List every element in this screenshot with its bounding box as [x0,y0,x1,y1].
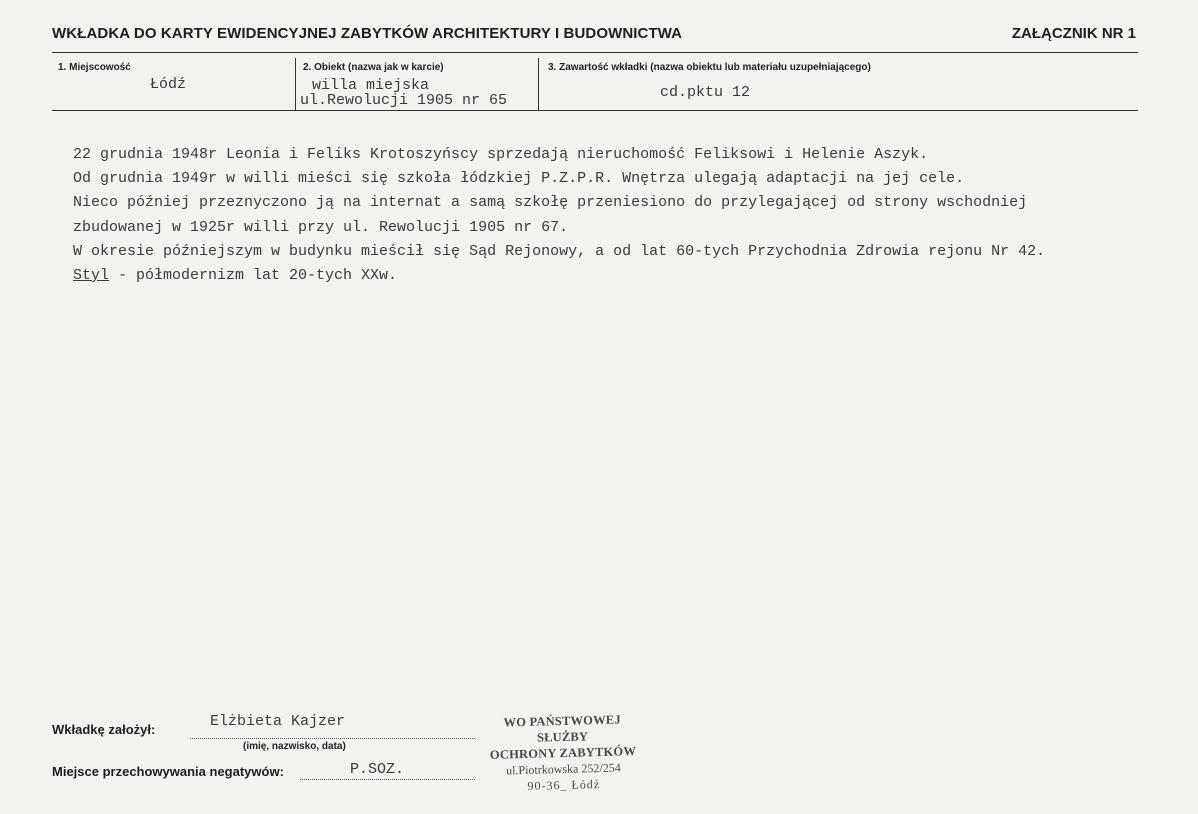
negatives-dotted-line [300,779,475,780]
stamp-line: OCHRONY ZABYTKÓW [489,744,637,762]
stamp-line: ul.Piotrkowska 252/254 [505,760,621,778]
fields-bottom-rule [52,110,1138,111]
stamp-line: WO PAŃSTWOWEJ SŁUŻBY [503,712,621,745]
card-title: WKŁADKA DO KARTY EWIDENCYJNEJ ZABYTKÓW ARCHITEKTURY I BUDOWNICTWA [52,25,683,42]
author-value: Elżbieta Kajzer [210,713,346,730]
stamp-line: 90-36_ Łódź [527,777,601,793]
annex-number: ZAŁĄCZNIK NR 1 [1011,25,1136,42]
office-stamp [477,711,649,795]
negatives-label: Miejsce przechowywania negatywów: [52,764,284,779]
location-label: 1. Miejscowość [58,62,131,73]
body-text [73,143,1163,288]
style-line [73,264,1163,288]
author-dotted-line [190,738,475,739]
location-value: Łódź [150,76,187,93]
object-label: 2. Obiekt (nazwa jak w karcie) [303,62,444,73]
object-value-line2: ul.Rewolucji 1905 nr 65 [300,92,508,109]
body-line: W okresie późniejszym w budynku mieścił się Sąd Rejonowy, a od lat 60-tych Przychodnia Zdrowia rejonu Nr 42. [73,242,1046,260]
field-divider-1 [295,58,296,110]
body-line: 22 grudnia 1948r Leonia i Feliks Krotoszyńscy sprzedają nieruchomość Feliksowi i Helenie Aszyk. [73,146,929,163]
style-value: - półmodernizm lat 20-tych XXw. [109,267,398,285]
style-label: Styl [73,267,110,285]
author-label: Wkładkę założył: [52,722,156,737]
body-line: Od grudnia 1949r w willi mieści się szkoła łódzkiej P.Z.P.R. Wnętrza ulegają adaptacji na jej cele. [73,170,965,188]
body-line: zbudowanej w 1925r willi przy ul. Rewolucji 1905 nr 67. [73,218,569,236]
content-label: 3. Zawartość wkładki (nazwa obiektu lub materiału uzupełniającego) [548,62,871,73]
content-value: cd.pktu 12 [660,84,751,101]
field-divider-2 [538,58,539,110]
object-value-line1: willa miejska [312,77,430,94]
author-hint: (imię, nazwisko, data) [243,741,346,752]
body-line: Nieco później przeznyczono ją na internat a samą szkołę przeniesiono do przylegającej od strony wschodniej [73,194,1028,212]
negatives-value: P.SOZ. [350,761,405,778]
header-top-rule [52,52,1138,53]
